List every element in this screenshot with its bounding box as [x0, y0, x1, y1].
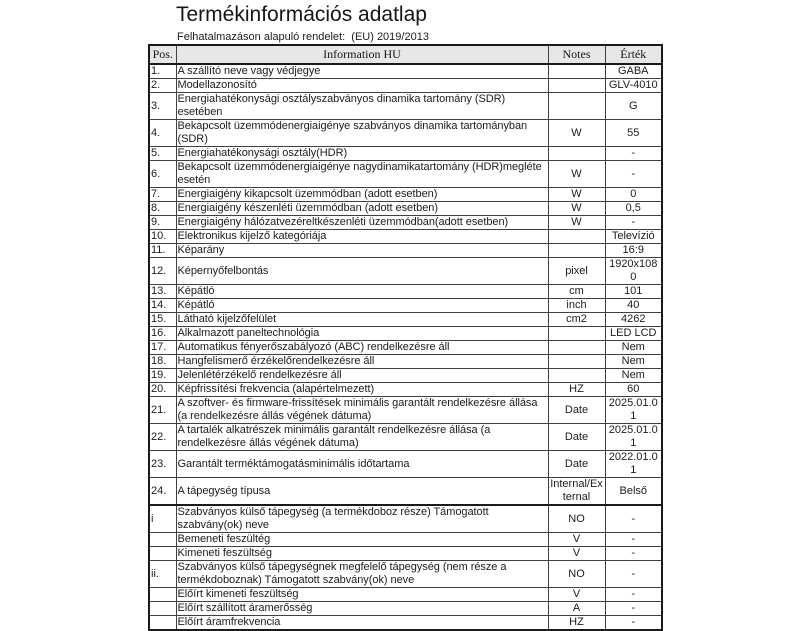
- value-cell: -: [605, 561, 662, 588]
- value-cell: -: [605, 602, 662, 616]
- notes-cell: NO: [548, 505, 605, 533]
- notes-cell: NO: [548, 561, 605, 588]
- value-cell: 2025.01.01: [605, 397, 662, 424]
- info-cell: Bekapcsolt üzemmódenergiaigénye nagydinamikatartomány (HDR)megléte esetén: [176, 161, 548, 188]
- info-cell: Alkalmazott paneltechnológia: [176, 327, 548, 341]
- table-body: [149, 64, 662, 630]
- pos-cell: 5.: [149, 147, 176, 161]
- notes-cell: [548, 369, 605, 383]
- info-cell: Energiahatékonysági osztály(HDR): [176, 147, 548, 161]
- table-row: [149, 120, 662, 147]
- notes-cell: [548, 64, 605, 79]
- pos-cell: 10.: [149, 230, 176, 244]
- table-row: [149, 397, 662, 424]
- notes-cell: Date: [548, 397, 605, 424]
- notes-cell: V: [548, 547, 605, 561]
- notes-cell: [548, 355, 605, 369]
- pos-cell: 2.: [149, 79, 176, 93]
- info-cell: Energiaigény készenléti üzemmódban (adott esetben): [176, 202, 548, 216]
- info-cell: Modellazonosító: [176, 79, 548, 93]
- page-subtitle: Felhatalmazáson alapuló rendelet: (EU) 2019/2013: [177, 31, 429, 43]
- info-cell: A tartalék alkatrészek minimális garantált rendelkezésre állása (a rendelkezésre állás végének dátuma): [176, 424, 548, 451]
- value-cell: 0,5: [605, 202, 662, 216]
- pos-cell: 24.: [149, 478, 176, 506]
- table-row: [149, 202, 662, 216]
- value-cell: 1920x1080: [605, 258, 662, 285]
- table-row: [149, 561, 662, 588]
- info-cell: Előírt áramfrekvencia: [176, 616, 548, 631]
- info-cell: Energiaigény kikapcsolt üzemmódban (adott esetben): [176, 188, 548, 202]
- value-cell: Nem: [605, 341, 662, 355]
- value-cell: -: [605, 161, 662, 188]
- value-cell: GABA: [605, 64, 662, 79]
- table-row: [149, 216, 662, 230]
- table-header-row: [149, 45, 662, 64]
- value-cell: 60: [605, 383, 662, 397]
- info-cell: Automatikus fényerőszabályozó (ABC) rendelkezésre áll: [176, 341, 548, 355]
- pos-cell: i: [149, 505, 176, 533]
- table-row: [149, 383, 662, 397]
- info-cell: Hangfelismerő érzékelőrendelkezésre áll: [176, 355, 548, 369]
- value-cell: Belső: [605, 478, 662, 506]
- notes-cell: W: [548, 120, 605, 147]
- table-row: [149, 478, 662, 506]
- value-cell: 40: [605, 299, 662, 313]
- notes-cell: [548, 341, 605, 355]
- product-information-table: [148, 44, 663, 631]
- pos-cell: 7.: [149, 188, 176, 202]
- value-cell: -: [605, 588, 662, 602]
- notes-cell: [548, 79, 605, 93]
- value-cell: 2022.01.01: [605, 451, 662, 478]
- pos-cell: 8.: [149, 202, 176, 216]
- table-row: [149, 327, 662, 341]
- table-row: [149, 602, 662, 616]
- notes-cell: W: [548, 161, 605, 188]
- pos-cell: 15.: [149, 313, 176, 327]
- header-pos: Pos.: [149, 45, 176, 64]
- notes-cell: Date: [548, 424, 605, 451]
- value-cell: 0: [605, 188, 662, 202]
- table-row: [149, 299, 662, 313]
- value-cell: Nem: [605, 355, 662, 369]
- table-row: [149, 93, 662, 120]
- notes-cell: HZ: [548, 383, 605, 397]
- info-cell: Szabványos külső tápegységnek megfelelő tápegység (nem része a termékdoboznak) Támogatott szabvány(ok) neve: [176, 561, 548, 588]
- info-cell: Garantált terméktámogatásminimális időtartama: [176, 451, 548, 478]
- table-row: [149, 188, 662, 202]
- table-row: [149, 547, 662, 561]
- notes-cell: [548, 93, 605, 120]
- pos-cell: 4.: [149, 120, 176, 147]
- value-cell: -: [605, 505, 662, 533]
- notes-cell: [548, 147, 605, 161]
- header-value: Érték: [605, 45, 662, 64]
- table-row: [149, 505, 662, 533]
- table-row: [149, 616, 662, 631]
- value-cell: Nem: [605, 369, 662, 383]
- pos-cell: 23.: [149, 451, 176, 478]
- notes-cell: cm: [548, 285, 605, 299]
- notes-cell: A: [548, 602, 605, 616]
- table-row: [149, 533, 662, 547]
- info-cell: Előírt kimeneti feszültség: [176, 588, 548, 602]
- info-cell: Képarány: [176, 244, 548, 258]
- table-row: [149, 341, 662, 355]
- pos-cell: [149, 547, 176, 561]
- pos-cell: 12.: [149, 258, 176, 285]
- pos-cell: [149, 533, 176, 547]
- table-row: [149, 79, 662, 93]
- info-cell: A szállító neve vagy védjegye: [176, 64, 548, 79]
- table-row: [149, 285, 662, 299]
- pos-cell: 14.: [149, 299, 176, 313]
- pos-cell: 19.: [149, 369, 176, 383]
- value-cell: 4262: [605, 313, 662, 327]
- pos-cell: ii.: [149, 561, 176, 588]
- pos-cell: 1.: [149, 64, 176, 79]
- info-cell: Bemeneti feszültég: [176, 533, 548, 547]
- info-cell: Jelenlétérzékelő rendelkezésre áll: [176, 369, 548, 383]
- table-row: [149, 147, 662, 161]
- table-row: [149, 355, 662, 369]
- pos-cell: 13.: [149, 285, 176, 299]
- notes-cell: V: [548, 533, 605, 547]
- info-cell: Előírt szállított áramerősség: [176, 602, 548, 616]
- notes-cell: [548, 244, 605, 258]
- pos-cell: 6.: [149, 161, 176, 188]
- info-cell: Képfrissítési frekvencia (alapértelmezett): [176, 383, 548, 397]
- notes-cell: W: [548, 202, 605, 216]
- value-cell: -: [605, 216, 662, 230]
- notes-cell: W: [548, 216, 605, 230]
- pos-cell: 3.: [149, 93, 176, 120]
- info-cell: Képátló: [176, 299, 548, 313]
- pos-cell: 20.: [149, 383, 176, 397]
- pos-cell: 22.: [149, 424, 176, 451]
- pos-cell: 17.: [149, 341, 176, 355]
- value-cell: -: [605, 547, 662, 561]
- value-cell: GLV-4010: [605, 79, 662, 93]
- notes-cell: [548, 230, 605, 244]
- pos-cell: 9.: [149, 216, 176, 230]
- header-information: Information HU: [176, 45, 548, 64]
- notes-cell: W: [548, 188, 605, 202]
- table-row: [149, 244, 662, 258]
- value-cell: -: [605, 147, 662, 161]
- notes-cell: inch: [548, 299, 605, 313]
- table-row: [149, 161, 662, 188]
- notes-cell: [548, 327, 605, 341]
- table-row: [149, 313, 662, 327]
- table-row: [149, 230, 662, 244]
- table-row: [149, 424, 662, 451]
- notes-cell: cm2: [548, 313, 605, 327]
- notes-cell: pixel: [548, 258, 605, 285]
- value-cell: 2025.01.01: [605, 424, 662, 451]
- value-cell: 55: [605, 120, 662, 147]
- value-cell: LED LCD: [605, 327, 662, 341]
- notes-cell: V: [548, 588, 605, 602]
- table-row: [149, 64, 662, 79]
- notes-cell: Internal/External: [548, 478, 605, 506]
- page-title: Termékinformációs adatlap: [176, 3, 427, 26]
- table-row: [149, 258, 662, 285]
- info-cell: Látható kijelzőfelület: [176, 313, 548, 327]
- value-cell: 16:9: [605, 244, 662, 258]
- pos-cell: 18.: [149, 355, 176, 369]
- info-cell: Energiaigény hálózatvezéreltkészenléti üzemmódban(adott esetben): [176, 216, 548, 230]
- value-cell: G: [605, 93, 662, 120]
- table-row: [149, 369, 662, 383]
- info-cell: Képátló: [176, 285, 548, 299]
- value-cell: Televízió: [605, 230, 662, 244]
- notes-cell: HZ: [548, 616, 605, 631]
- value-cell: 101: [605, 285, 662, 299]
- table-row: [149, 588, 662, 602]
- info-cell: Képernyőfelbontás: [176, 258, 548, 285]
- info-cell: Bekapcsolt üzemmódenergiaigénye szabványos dinamika tartományban (SDR): [176, 120, 548, 147]
- pos-cell: [149, 616, 176, 631]
- info-cell: Elektronikus kijelző kategóriája: [176, 230, 548, 244]
- pos-cell: 21.: [149, 397, 176, 424]
- info-cell: Szabványos külső tápegység (a termékdoboz része) Támogatott szabvány(ok) neve: [176, 505, 548, 533]
- pos-cell: [149, 588, 176, 602]
- value-cell: -: [605, 616, 662, 631]
- info-cell: Kimeneti feszültség: [176, 547, 548, 561]
- pos-cell: 11.: [149, 244, 176, 258]
- info-cell: Energiahatékonysági osztályszabványos dinamika tartomány (SDR) esetében: [176, 93, 548, 120]
- info-cell: A szoftver- és firmware-frissítések minimális garantált rendelkezésre állása (a rendelkezésre állás végének dátuma): [176, 397, 548, 424]
- info-cell: A tápegység típusa: [176, 478, 548, 506]
- table-row: [149, 451, 662, 478]
- notes-cell: Date: [548, 451, 605, 478]
- pos-cell: [149, 602, 176, 616]
- value-cell: -: [605, 533, 662, 547]
- header-notes: Notes: [548, 45, 605, 64]
- pos-cell: 16.: [149, 327, 176, 341]
